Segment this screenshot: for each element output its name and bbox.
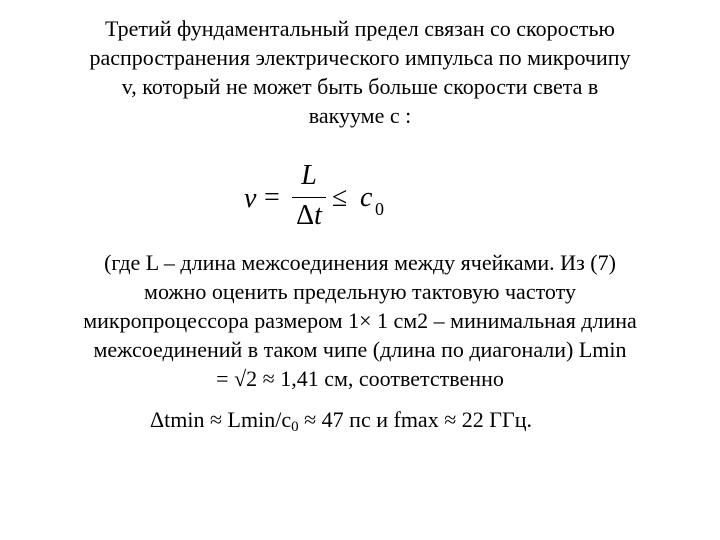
- formula-relation: ≤: [332, 182, 348, 213]
- body-line-3: микропроцессора размером 1× 1 см2 – минимальная длина: [83, 308, 637, 333]
- result-subscript: 0: [291, 419, 299, 435]
- formula-denominator-delta: Δ: [296, 200, 315, 231]
- formula-lhs: v: [244, 183, 257, 214]
- formula-denominator: [292, 200, 326, 232]
- intro-line-1: Третий фундаментальный предел связан со скоростью: [105, 16, 615, 41]
- body-line-4: межсоединений в таком чипе (длина по диагонали) Lmin: [93, 337, 627, 362]
- formula-fraction: [292, 160, 326, 232]
- fraction-bar: [292, 197, 326, 198]
- body-paragraph: [40, 248, 680, 393]
- result-line: [150, 405, 532, 442]
- intro-paragraph: [40, 14, 680, 130]
- velocity-formula: [244, 160, 424, 232]
- intro-line-2: распространения электрического импульса по микрочипу: [89, 45, 631, 70]
- result-suffix: ≈ 47 пс и fmax ≈ 22 ГГц.: [298, 407, 532, 432]
- formula-denominator-var: t: [314, 200, 322, 231]
- intro-line-3: v, который не может быть больше скорости света в: [121, 74, 599, 99]
- body-line-1: (где L – длина межсоединения между ячейками. Из (7): [104, 250, 616, 275]
- body-line-2: можно оценить предельную тактовую частоту: [144, 279, 576, 304]
- formula-rhs: c: [360, 182, 373, 213]
- result-prefix: Δtmin ≈ Lmin/c: [150, 407, 292, 432]
- formula-rhs-subscript: 0: [375, 199, 384, 219]
- formula-equals: =: [264, 182, 280, 213]
- formula-numerator: L: [301, 160, 317, 191]
- intro-line-4: вакууме c :: [308, 103, 412, 128]
- body-line-5: = √2 ≈ 1,41 см, соответственно: [216, 366, 504, 391]
